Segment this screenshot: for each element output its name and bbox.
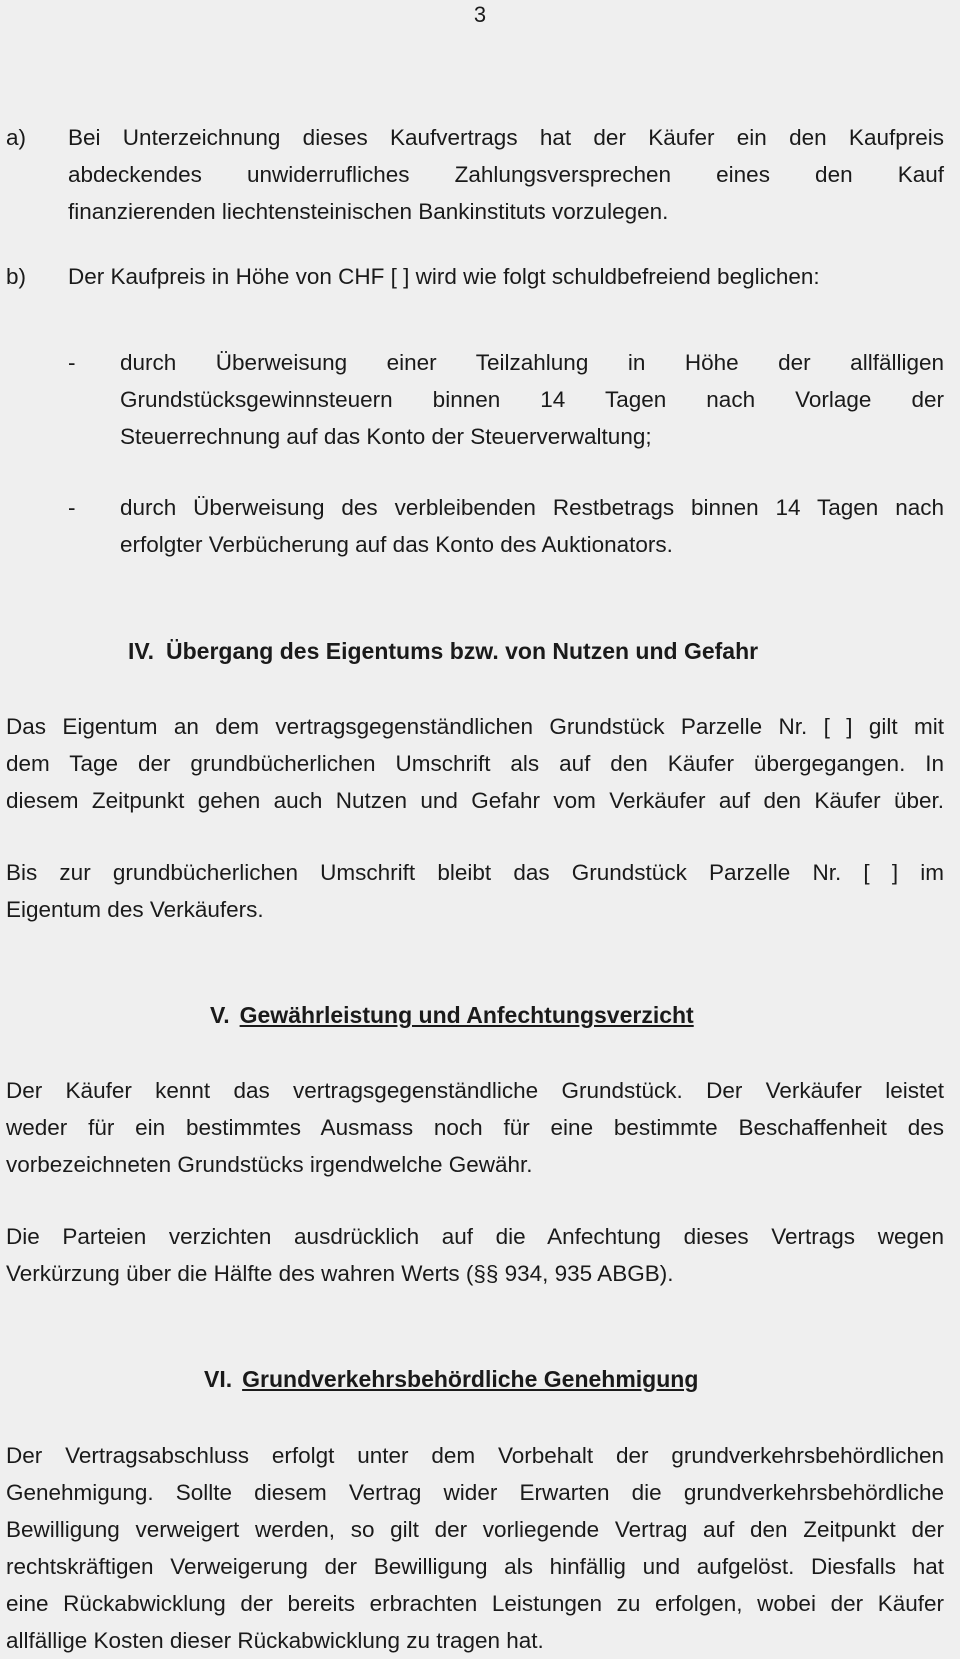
paragraph-line: rechtskräftigen Verweigerung der Bewilligung als hinfällig und aufgelöst. Diesfalls hat (6, 1554, 944, 1579)
paragraph-iv-2 (6, 854, 944, 928)
paragraph-iv-1 (6, 708, 944, 819)
section-heading-vi (204, 1361, 698, 1398)
bullet-item-line: Steuerrechnung auf das Konto der Steuerverwaltung; (120, 424, 652, 449)
page-number: 3 (473, 2, 487, 27)
section-number: VI. (204, 1366, 233, 1392)
paragraph-line: Das Eigentum an dem vertragsgegenständlichen Grundstück Parzelle Nr. [ ] gilt mit (6, 714, 944, 739)
bullet-item-line: erfolgter Verbücherung auf das Konto des Auktionators. (120, 532, 673, 557)
paragraph-vi-1 (6, 1437, 944, 1659)
section-number: IV. (128, 638, 155, 664)
paragraph-b (68, 258, 944, 295)
section-heading-iv (128, 633, 758, 670)
paragraph-line: weder für ein bestimmtes Ausmass noch für eine bestimmte Beschaffenheit des (6, 1115, 944, 1140)
section-number: V. (210, 1002, 230, 1028)
paragraph-line: Der Käufer kennt das vertragsgegenständliche Grundstück. Der Verkäufer leistet (6, 1078, 944, 1103)
paragraph-line: allfällige Kosten dieser Rückabwicklung zu tragen hat. (6, 1628, 544, 1653)
paragraph-line: Eigentum des Verkäufers. (6, 897, 264, 922)
bullet-dash: - (68, 495, 76, 520)
bullet-item-1 (120, 344, 944, 455)
paragraph-line: eine Rückabwicklung der bereits erbrachten Leistungen zu erfolgen, wobei der Käufer (6, 1591, 944, 1616)
paragraph-line: Bewilligung verweigert werden, so gilt der vorliegende Vertrag auf den Zeitpunkt der (6, 1517, 944, 1542)
paragraph-a-line: Bei Unterzeichnung dieses Kaufvertrags hat der Käufer ein den Kaufpreis (68, 125, 944, 150)
paragraph-line: Die Parteien verzichten ausdrücklich auf die Anfechtung dieses Vertrags wegen (6, 1224, 944, 1249)
item-label-a: a) (6, 125, 27, 150)
section-title: Grundverkehrsbehördliche Genehmigung (242, 1366, 699, 1392)
section-title: Gewährleistung und Anfechtungsverzicht (239, 1002, 694, 1028)
bullet-item-line: durch Überweisung einer Teilzahlung in Höhe der allfälligen (120, 350, 944, 375)
section-title: Übergang des Eigentums bzw. von Nutzen und Gefahr (166, 638, 759, 664)
paragraph-line: Verkürzung über die Hälfte des wahren Werts (§§ 934, 935 ABGB). (6, 1261, 674, 1286)
bullet-dash: - (68, 350, 76, 375)
paragraph-a (68, 119, 944, 230)
paragraph-line: Bis zur grundbücherlichen Umschrift bleibt das Grundstück Parzelle Nr. [ ] im (6, 860, 944, 885)
paragraph-line: diesem Zeitpunkt gehen auch Nutzen und Gefahr vom Verkäufer auf den Käufer über. (6, 788, 944, 813)
paragraph-line: vorbezeichneten Grundstücks irgendwelche Gewähr. (6, 1152, 533, 1177)
paragraph-a-line: abdeckendes unwiderrufliches Zahlungsversprechen eines den Kauf (68, 162, 944, 187)
paragraph-b-line: Der Kaufpreis in Höhe von CHF [ ] wird wie folgt schuldbefreiend beglichen: (68, 264, 820, 289)
paragraph-line: Der Vertragsabschluss erfolgt unter dem Vorbehalt der grundverkehrsbehördlichen (6, 1443, 944, 1468)
paragraph-line: dem Tage der grundbücherlichen Umschrift als auf den Käufer übergegangen. In (6, 751, 944, 776)
item-label-b: b) (6, 264, 27, 289)
bullet-item-line: Grundstücksgewinnsteuern binnen 14 Tagen nach Vorlage der (120, 387, 944, 412)
bullet-item-2 (120, 489, 944, 563)
paragraph-line: Genehmigung. Sollte diesem Vertrag wider Erwarten die grundverkehrsbehördliche (6, 1480, 944, 1505)
section-heading-v (210, 997, 694, 1034)
paragraph-v-1 (6, 1072, 944, 1183)
paragraph-v-2 (6, 1218, 944, 1292)
paragraph-a-line: finanzierenden liechtensteinischen Bankinstituts vorzulegen. (68, 199, 669, 224)
bullet-item-line: durch Überweisung des verbleibenden Restbetrags binnen 14 Tagen nach (120, 495, 944, 520)
